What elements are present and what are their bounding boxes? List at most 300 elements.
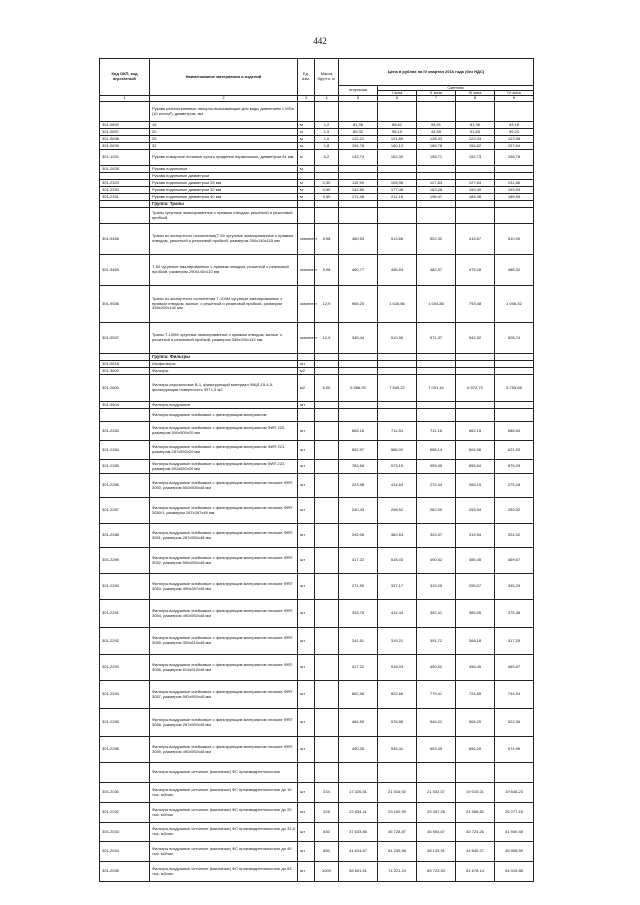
row-price-zone-3: 154,62 bbox=[456, 143, 495, 150]
row-price-zone-2: 128,43 bbox=[417, 136, 456, 143]
table-row bbox=[100, 681, 534, 709]
row-unit: шт bbox=[298, 402, 315, 409]
row-price-zone-1: 51 239,98 bbox=[378, 842, 417, 862]
row-price-zone-2: 94,91 bbox=[417, 122, 456, 129]
row-price-zone-4 bbox=[495, 201, 534, 208]
colnum: 2 bbox=[150, 96, 298, 102]
row-price-zone-3: 295,07 bbox=[456, 574, 495, 600]
row-price-zone-1: 711,54 bbox=[378, 422, 417, 441]
table-row bbox=[100, 361, 534, 368]
row-price-otpusknaya: 142,80 bbox=[339, 187, 378, 194]
table-row bbox=[100, 628, 534, 655]
row-price-zone-2 bbox=[417, 402, 456, 409]
row-price-zone-2 bbox=[417, 208, 456, 224]
row-price-otpusknaya: 417,22 bbox=[339, 548, 378, 574]
row-price-otpusknaya bbox=[339, 368, 378, 375]
row-name: Фильтры воздушные сетчатые (масляные) ФС производительностью bbox=[150, 763, 298, 783]
row-price-zone-3: 415,67 bbox=[456, 224, 495, 255]
colnum: 6 bbox=[378, 96, 417, 102]
row-price-zone-4 bbox=[495, 409, 534, 422]
row-price-otpusknaya bbox=[339, 402, 378, 409]
row-price-zone-3: 508,25 bbox=[456, 709, 495, 737]
row-price-zone-1: 211,16 bbox=[378, 194, 417, 201]
row-code: 301-2331 bbox=[100, 194, 150, 201]
row-mass bbox=[315, 201, 339, 208]
row-price-zone-4 bbox=[495, 173, 534, 180]
row-mass bbox=[315, 368, 339, 375]
row-price-zone-4 bbox=[495, 102, 534, 122]
row-price-zone-3: 24 558,82 bbox=[456, 803, 495, 823]
row-price-zone-2: 44,59 bbox=[417, 129, 456, 136]
row-price-zone-4: 375,38 bbox=[495, 600, 534, 628]
row-name: Фильтры воздушные ячейковые с фильтрующим материалом плоские ФЯП 3050, размером 500х500х48 мм bbox=[150, 474, 298, 498]
row-price-zone-1: 510,96 bbox=[378, 323, 417, 354]
row-code bbox=[100, 763, 150, 783]
row-price-otpusknaya: 41 614,67 bbox=[339, 842, 378, 862]
row-price-zone-3: 127,64 bbox=[456, 180, 495, 187]
row-price-otpusknaya bbox=[339, 166, 378, 173]
table-row bbox=[100, 402, 534, 409]
row-price-otpusknaya: 119,90 bbox=[339, 180, 378, 187]
row-unit: шт bbox=[298, 600, 315, 628]
row-code: 301-2295 bbox=[100, 709, 150, 737]
row-price-zone-3 bbox=[456, 368, 495, 375]
row-price-zone-4: 185,55 bbox=[495, 194, 534, 201]
row-price-otpusknaya: 89,32 bbox=[339, 129, 378, 136]
row-price-zone-3: 456,45 bbox=[456, 655, 495, 681]
row-unit: шт bbox=[298, 842, 315, 862]
row-price-zone-3: 44 645,27 bbox=[456, 842, 495, 862]
row-unit: шт bbox=[298, 655, 315, 681]
row-unit: комплект bbox=[298, 255, 315, 286]
row-price-zone-3: 265,15 bbox=[456, 474, 495, 498]
row-price-zone-2: 319,25 bbox=[417, 574, 456, 600]
row-mass bbox=[315, 208, 339, 224]
header-unit: Ед. изм. bbox=[298, 59, 315, 96]
row-unit: м bbox=[298, 194, 315, 201]
row-name: Фильтры воздушные ячейковые с фильтрующим материалом плоские ФЯП 3059, размером 490х592х48 мм bbox=[150, 737, 298, 763]
row-price-zone-2: 166,78 bbox=[417, 143, 456, 150]
row-code bbox=[100, 201, 150, 208]
row-mass bbox=[315, 628, 339, 655]
row-name: Трапы Т-100М чугунные эмалированные с прямым отводом, малые, с решеткой и резиновой пробкой, размером 335х200х142 мм bbox=[150, 323, 298, 354]
row-name: Фильтры воздушные сетчатые (масляные) ФС производительностью до 10 тыс. м3/час bbox=[150, 783, 298, 803]
table-row bbox=[100, 194, 534, 201]
row-code: 301-0699 bbox=[100, 143, 150, 150]
header-zone-3: III зона bbox=[456, 91, 495, 95]
row-price-zone-4: 508,74 bbox=[495, 323, 534, 354]
row-unit bbox=[298, 173, 315, 180]
row-unit: м bbox=[298, 166, 315, 173]
row-unit: шт bbox=[298, 548, 315, 574]
row-name: Фильтры воздушные ячейковые с фильтрующим материалом ФИП 221, размером 287х592х20 мм bbox=[150, 441, 298, 460]
row-unit bbox=[298, 763, 315, 783]
row-price-zone-4: 486,32 bbox=[495, 255, 534, 286]
header-mass: Масса брутто, кг bbox=[315, 59, 339, 96]
row-price-zone-2 bbox=[417, 102, 456, 122]
row-price-zone-3: 122,43 bbox=[456, 136, 495, 143]
row-mass bbox=[315, 102, 339, 122]
row-price-zone-4: 41 940,48 bbox=[495, 823, 534, 842]
table-row bbox=[100, 166, 534, 173]
row-price-zone-4: 522,36 bbox=[495, 709, 534, 737]
row-price-zone-4: 674,99 bbox=[495, 737, 534, 763]
row-code bbox=[100, 173, 150, 180]
row-price-zone-1: 973,15 bbox=[378, 460, 417, 474]
row-name: Фильтры воздушные ячейковые с фильтрующим материалом плоские ФЯП 3051, размером 287х592х48 мм bbox=[150, 524, 298, 548]
row-price-otpusknaya bbox=[339, 354, 378, 361]
row-price-zone-2: 490,52 bbox=[417, 655, 456, 681]
row-price-zone-1 bbox=[378, 166, 417, 173]
row-price-zone-3: 604,98 bbox=[456, 441, 495, 460]
table-row bbox=[100, 823, 534, 842]
row-price-zone-2: 571,37 bbox=[417, 323, 456, 354]
row-mass: 5,98 bbox=[315, 255, 339, 286]
row-name: Фильтры воздушные ячейковые с фильтрующим материалом плоские ФЯП 3053, размером 490х287х48 мм bbox=[150, 574, 298, 600]
row-price-zone-2: 546,21 bbox=[417, 709, 456, 737]
row-price-otpusknaya: 460,77 bbox=[339, 255, 378, 286]
row-price-otpusknaya: 292,06 bbox=[339, 524, 378, 548]
row-unit: шт bbox=[298, 737, 315, 763]
row-name: Рукава подлежные bbox=[150, 166, 298, 173]
row-price-zone-3 bbox=[456, 763, 495, 783]
row-mass bbox=[315, 548, 339, 574]
row-unit bbox=[298, 354, 315, 361]
row-mass: 5,98 bbox=[315, 224, 339, 255]
header-zone-2: II зона bbox=[417, 91, 456, 95]
row-price-zone-1 bbox=[378, 208, 417, 224]
row-mass: 1,8 bbox=[315, 143, 339, 150]
table-row bbox=[100, 474, 534, 498]
row-price-zone-1 bbox=[378, 173, 417, 180]
colnum: 7 bbox=[417, 96, 456, 102]
row-mass bbox=[315, 681, 339, 709]
row-price-zone-1: 160,13 bbox=[378, 143, 417, 150]
row-code: 301-9604 bbox=[100, 402, 150, 409]
row-price-zone-1: 518,03 bbox=[378, 548, 417, 574]
row-name: Рукава пожарные льняные сухого прядения нормальные, диаметром 51 мм bbox=[150, 150, 298, 166]
row-price-zone-4 bbox=[495, 368, 534, 375]
row-price-zone-1: 586,00 bbox=[378, 441, 417, 460]
row-name: Фильтры воздушные bbox=[150, 402, 298, 409]
row-price-zone-3: 91,83 bbox=[456, 129, 495, 136]
row-code: 301-2628 bbox=[100, 166, 150, 173]
row-price-otpusknaya: 333,78 bbox=[339, 600, 378, 628]
header-zone-4: IV зона bbox=[507, 90, 521, 95]
row-price-zone-4: 99,23 bbox=[495, 129, 534, 136]
row-unit: комплект bbox=[298, 323, 315, 354]
row-mass: 0,50 bbox=[315, 187, 339, 194]
row-code: 301-2285 bbox=[100, 460, 150, 474]
row-price-zone-4: 744,94 bbox=[495, 681, 534, 709]
row-code: 301-2032 bbox=[100, 803, 150, 823]
row-unit: шт bbox=[298, 823, 315, 842]
row-price-zone-4: 345,29 bbox=[495, 574, 534, 600]
row-code bbox=[100, 208, 150, 224]
row-name: Фильтры воздушные ячейковые с фильтрующим материалом плоские ФЯП 3054, размером 490х592х48 мм bbox=[150, 600, 298, 628]
row-price-zone-3: 456,45 bbox=[456, 548, 495, 574]
row-price-otpusknaya: 417,22 bbox=[339, 655, 378, 681]
row-price-zone-4: 510,90 bbox=[495, 224, 534, 255]
row-price-zone-1: 319,21 bbox=[378, 628, 417, 655]
row-code: 301-2287 bbox=[100, 498, 150, 524]
table-row bbox=[100, 122, 534, 129]
table-row bbox=[100, 783, 534, 803]
row-price-zone-2: 127,83 bbox=[417, 180, 456, 187]
table-row bbox=[100, 763, 534, 783]
row-price-otpusknaya: 171,48 bbox=[339, 194, 378, 201]
row-price-zone-2: 490,52 bbox=[417, 548, 456, 574]
row-price-zone-4: 156,78 bbox=[495, 150, 534, 166]
row-unit: шт bbox=[298, 574, 315, 600]
row-price-zone-3: 365,05 bbox=[456, 600, 495, 628]
row-price-zone-4: 469,67 bbox=[495, 655, 534, 681]
row-price-zone-4: 317,25 bbox=[495, 628, 534, 655]
row-price-otpusknaya: 662,36 bbox=[339, 681, 378, 709]
row-name: Фильтры воздушные ячейковые с фильтрующим материалом плоские ФЯП 3055, размером 305х610х48 мм bbox=[150, 628, 298, 655]
row-code: 301-2284 bbox=[100, 441, 150, 460]
row-price-zone-1: 337,17 bbox=[378, 574, 417, 600]
colnum: 3 bbox=[298, 96, 315, 102]
row-price-zone-3: 184,48 bbox=[456, 194, 495, 201]
table-row bbox=[100, 129, 534, 136]
row-price-zone-1: 86,62 bbox=[378, 122, 417, 129]
row-code: 301-2292 bbox=[100, 628, 150, 655]
row-price-zone-2 bbox=[417, 361, 456, 368]
row-price-zone-1: 496,53 bbox=[378, 255, 417, 286]
row-mass bbox=[315, 524, 339, 548]
table-row bbox=[100, 737, 534, 763]
row-price-otpusknaya: 81,36 bbox=[339, 122, 378, 129]
row-price-zone-3 bbox=[456, 409, 495, 422]
row-mass bbox=[315, 460, 339, 474]
row-price-zone-1: 518,03 bbox=[378, 655, 417, 681]
row-code bbox=[100, 102, 150, 122]
row-mass: 326 bbox=[315, 803, 339, 823]
row-price-zone-2: 7 091,44 bbox=[417, 375, 456, 402]
row-code: 301-2293 bbox=[100, 655, 150, 681]
row-price-zone-1: 106,96 bbox=[378, 180, 417, 187]
row-mass bbox=[315, 655, 339, 681]
row-price-zone-2 bbox=[417, 763, 456, 783]
table-row bbox=[100, 422, 534, 441]
row-price-zone-1: 95,19 bbox=[378, 129, 417, 136]
row-price-zone-4: 259,32 bbox=[495, 498, 534, 524]
row-price-zone-2: 658,14 bbox=[417, 441, 456, 460]
row-mass bbox=[315, 173, 339, 180]
row-price-zone-2: 158,71 bbox=[417, 150, 456, 166]
row-name: Рукава резинотканевые напорно-всасывающие для воды давлением 1 МПа (10 кгс/см²), диаметром, мм bbox=[150, 102, 298, 122]
row-price-zone-4: 64 015,88 bbox=[495, 862, 534, 882]
row-price-zone-2: 196,47 bbox=[417, 194, 456, 201]
row-price-zone-1: 362,63 bbox=[378, 524, 417, 548]
row-name: Фильтры bbox=[150, 368, 298, 375]
row-price-zone-1 bbox=[378, 201, 417, 208]
table-row bbox=[100, 286, 534, 323]
table-row bbox=[100, 709, 534, 737]
row-code: 301-2288 bbox=[100, 524, 150, 548]
page-number: 442 bbox=[313, 36, 327, 46]
row-code: 301-2330 bbox=[100, 187, 150, 194]
table-row bbox=[100, 187, 534, 194]
row-mass bbox=[315, 402, 339, 409]
row-mass bbox=[315, 498, 339, 524]
row-code: 301-0697 bbox=[100, 129, 150, 136]
row-price-zone-1: 1 028,86 bbox=[378, 286, 417, 323]
row-price-zone-4: 1 006,32 bbox=[495, 286, 534, 323]
row-price-otpusknaya: 240,43 bbox=[339, 498, 378, 524]
row-price-otpusknaya: 5 966,93 bbox=[339, 375, 378, 402]
row-unit: шт bbox=[298, 498, 315, 524]
row-unit: шт bbox=[298, 681, 315, 709]
row-unit: шт bbox=[298, 803, 315, 823]
row-name: Трапы из экспортного исполнения(Т-50 чугунные эмалированные с прямым отводом, решеткой и резиновой пробкой, размером 260х140х115 мм bbox=[150, 224, 298, 255]
row-price-otpusknaya bbox=[339, 208, 378, 224]
row-price-zone-4 bbox=[495, 402, 534, 409]
row-name: 16 bbox=[150, 122, 298, 129]
row-unit: м2 bbox=[298, 375, 315, 402]
table-body bbox=[100, 102, 534, 882]
row-price-zone-2: 391,72 bbox=[417, 628, 456, 655]
row-code: 301-9537 bbox=[100, 323, 150, 354]
row-unit: шт bbox=[298, 709, 315, 737]
row-price-zone-3: 656,29 bbox=[456, 737, 495, 763]
row-price-otpusknaya bbox=[339, 201, 378, 208]
row-price-zone-4: 324,32 bbox=[495, 524, 534, 548]
row-price-zone-1 bbox=[378, 402, 417, 409]
row-code: 301-2286 bbox=[100, 474, 150, 498]
table-row bbox=[100, 460, 534, 474]
row-price-zone-4: 469,67 bbox=[495, 548, 534, 574]
row-unit bbox=[298, 201, 315, 208]
row-name: Фильтры воздушные сетчатые (масляные) ФС производительностью до 63 тыс. м3/час bbox=[150, 862, 298, 882]
table-row bbox=[100, 102, 534, 122]
row-code: 301-2294 bbox=[100, 681, 150, 709]
table-row bbox=[100, 600, 534, 628]
row-price-zone-3: 793,48 bbox=[456, 286, 495, 323]
row-price-zone-1: 121,89 bbox=[378, 136, 417, 143]
table-row bbox=[100, 441, 534, 460]
row-price-zone-4 bbox=[495, 354, 534, 361]
row-price-otpusknaya: 480,53 bbox=[339, 224, 378, 255]
row-price-otpusknaya bbox=[339, 763, 378, 783]
row-mass bbox=[315, 166, 339, 173]
table-row bbox=[100, 655, 534, 681]
row-price-zone-3: 855,64 bbox=[456, 460, 495, 474]
table-row bbox=[100, 208, 534, 224]
row-price-zone-2: 29 457,28 bbox=[417, 803, 456, 823]
row-price-zone-2 bbox=[417, 354, 456, 361]
row-price-zone-1: 414,63 bbox=[378, 474, 417, 498]
row-price-zone-1 bbox=[378, 763, 417, 783]
price-table bbox=[99, 58, 534, 882]
row-price-otpusknaya: 552,97 bbox=[339, 441, 378, 460]
row-mass bbox=[315, 600, 339, 628]
row-mass: 0,50 bbox=[315, 194, 339, 201]
row-unit: шт bbox=[298, 361, 315, 368]
row-mass: 1000 bbox=[315, 862, 339, 882]
row-name: Фильтры аэрозольные В-1, фильтрующий материал ФЩЛ-15-4,5, фильтрующая поверхность ФП 1,5 м2 bbox=[150, 375, 298, 402]
table-row bbox=[100, 574, 534, 600]
table-row bbox=[100, 524, 534, 548]
row-mass bbox=[315, 737, 339, 763]
row-price-zone-4: 157,64 bbox=[495, 143, 534, 150]
row-price-zone-2: 482,97 bbox=[417, 255, 456, 286]
row-price-zone-2: 343,37 bbox=[417, 524, 456, 548]
row-mass: 12,9 bbox=[315, 286, 339, 323]
row-mass: 12,9 bbox=[315, 323, 339, 354]
row-price-zone-1: 7 549,22 bbox=[378, 375, 417, 402]
row-code: 301-0693 bbox=[100, 122, 150, 129]
row-code: 301-2600 bbox=[100, 375, 150, 402]
header-zone-1: I зона bbox=[378, 91, 417, 95]
row-price-zone-2: 65 723,33 bbox=[417, 862, 456, 882]
table-row bbox=[100, 354, 534, 361]
table-header bbox=[100, 59, 534, 102]
colnum: 1 bbox=[100, 96, 150, 102]
row-mass: 0,30 bbox=[315, 180, 339, 187]
row-unit bbox=[298, 102, 315, 122]
colnum: 5 bbox=[339, 96, 378, 102]
row-price-otpusknaya bbox=[339, 173, 378, 180]
row-unit: шт bbox=[298, 460, 315, 474]
row-price-otpusknaya bbox=[339, 102, 378, 122]
row-price-zone-2: 48 133,91 bbox=[417, 842, 456, 862]
row-price-zone-2: 593,45 bbox=[417, 737, 456, 763]
row-price-zone-1: 21 516,92 bbox=[378, 783, 417, 803]
header-otpusknaya: отпускная bbox=[339, 86, 378, 96]
row-code: 301-2296 bbox=[100, 737, 150, 763]
row-price-zone-1 bbox=[378, 354, 417, 361]
row-price-zone-1 bbox=[378, 102, 417, 122]
row-price-zone-2 bbox=[417, 166, 456, 173]
row-price-zone-2 bbox=[417, 409, 456, 422]
row-price-zone-4 bbox=[495, 166, 534, 173]
row-name: Группа: Фильтры bbox=[150, 354, 298, 361]
row-price-zone-3 bbox=[456, 173, 495, 180]
row-price-zone-4 bbox=[495, 361, 534, 368]
row-unit: шт bbox=[298, 474, 315, 498]
header-name: Наименование материалов и изделий bbox=[150, 59, 298, 96]
row-price-zone-2: 21 532,57 bbox=[417, 783, 456, 803]
row-mass: 1,5 bbox=[315, 129, 339, 136]
row-price-zone-4: 621,93 bbox=[495, 441, 534, 460]
row-name: Фильтры воздушные ячейковые с фильтрующим материалом плоские ФЯП 3052, размером 590х592х48 мм bbox=[150, 548, 298, 574]
row-unit: комплект bbox=[298, 286, 315, 323]
row-mass bbox=[315, 409, 339, 422]
row-unit: м bbox=[298, 136, 315, 143]
row-price-zone-1 bbox=[378, 361, 417, 368]
row-code bbox=[100, 409, 150, 422]
row-price-otpusknaya: 223,98 bbox=[339, 474, 378, 498]
row-mass: 234 bbox=[315, 783, 339, 803]
row-price-zone-1: 545,41 bbox=[378, 737, 417, 763]
row-price-zone-3 bbox=[456, 208, 495, 224]
row-price-otpusknaya: 143,74 bbox=[339, 150, 378, 166]
colnum: 4 bbox=[315, 96, 339, 102]
row-code: 301-2033 bbox=[100, 823, 150, 842]
row-name: Рукава подлежные диаметром bbox=[150, 173, 298, 180]
row-price-otpusknaya: 22 834,41 bbox=[339, 803, 378, 823]
row-price-zone-3 bbox=[456, 354, 495, 361]
row-name: 20 bbox=[150, 129, 298, 136]
row-price-zone-4: 6 755,66 bbox=[495, 375, 534, 402]
row-price-zone-4: 879,29 bbox=[495, 460, 534, 474]
row-code: 301-0698 bbox=[100, 136, 150, 143]
row-price-zone-1 bbox=[378, 368, 417, 375]
row-price-zone-2: 262,00 bbox=[417, 498, 456, 524]
row-mass: 630 bbox=[315, 823, 339, 842]
